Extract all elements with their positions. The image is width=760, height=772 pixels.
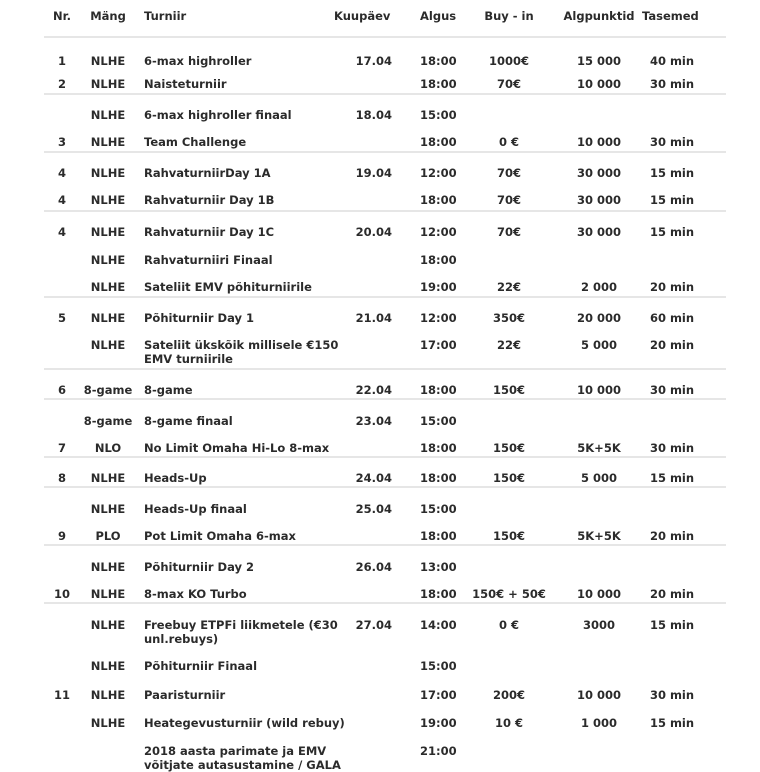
row-game: 8-game [83, 383, 133, 397]
row-levels: 15 min [649, 193, 695, 207]
row-levels: 60 min [649, 311, 695, 325]
table-row [44, 702, 726, 730]
row-game: NLHE [90, 54, 126, 68]
row-game: PLO [95, 529, 121, 543]
row-nr: 9 [57, 529, 66, 543]
row-date: 19.04 [355, 166, 392, 180]
table-row [44, 326, 726, 370]
row-game: NLHE [90, 108, 126, 122]
row-start: 18:00 [420, 383, 457, 397]
row-game: NLHE [90, 502, 126, 516]
row-buyin: 22€ [496, 280, 521, 294]
row-tournament: 8-game [144, 383, 193, 397]
row-tournament: Sateliit ükskõik millisele €150 EMV turniirile [144, 338, 339, 366]
row-chips: 30 000 [576, 166, 621, 180]
row-buyin: 22€ [496, 338, 521, 352]
row-chips: 30 000 [576, 225, 621, 239]
row-date: 18.04 [355, 108, 392, 122]
row-start: 18:00 [420, 587, 457, 601]
row-date: 26.04 [355, 560, 392, 574]
row-start: 17:00 [420, 338, 457, 352]
row-start: 18:00 [420, 135, 457, 149]
row-game: NLHE [90, 560, 126, 574]
row-tournament: Põhiturniir Finaal [144, 659, 258, 673]
row-chips: 15 000 [576, 54, 621, 68]
row-start: 19:00 [420, 716, 457, 730]
header-start: Algus [420, 9, 457, 23]
row-levels: 40 min [649, 54, 695, 68]
table-row [44, 574, 726, 604]
header-levels: Tasemed [642, 9, 699, 23]
row-buyin: 70€ [496, 166, 521, 180]
row-buyin: 70€ [496, 193, 521, 207]
table-row [44, 298, 726, 326]
row-game: NLHE [90, 618, 126, 632]
row-chips: 2 000 [580, 280, 617, 294]
table-row [44, 730, 726, 772]
table-header [44, 0, 726, 38]
row-levels: 30 min [649, 688, 695, 702]
row-start: 15:00 [420, 414, 457, 428]
row-chips: 10 000 [576, 135, 621, 149]
row-game: NLHE [90, 253, 126, 267]
row-chips: 10 000 [576, 688, 621, 702]
row-nr: 2 [57, 77, 66, 91]
table-row [44, 123, 726, 153]
table-row [44, 181, 726, 212]
row-chips: 5 000 [580, 338, 617, 352]
row-start: 15:00 [420, 502, 457, 516]
row-buyin: 150€ [492, 471, 525, 485]
row-tournament: Paaristurniir [144, 688, 226, 702]
row-start: 12:00 [420, 225, 457, 239]
row-tournament: 8-game finaal [144, 414, 233, 428]
row-game: NLHE [90, 338, 126, 352]
row-levels: 15 min [649, 166, 695, 180]
row-tournament: Naisteturniir [144, 77, 227, 91]
table-row [44, 370, 726, 400]
table-row [44, 212, 726, 240]
row-nr: 5 [57, 311, 66, 325]
row-start: 14:00 [420, 618, 457, 632]
header-date: Kuupäev [334, 9, 391, 23]
row-game: NLHE [90, 166, 126, 180]
row-buyin: 350€ [492, 311, 525, 325]
table-row [44, 546, 726, 574]
row-tournament: Heategevusturniir (wild rebuy) [144, 716, 345, 730]
row-game: NLHE [90, 311, 126, 325]
row-game: NLHE [90, 716, 126, 730]
row-levels: 30 min [649, 77, 695, 91]
row-buyin: 0 € [498, 135, 519, 149]
row-levels: 15 min [649, 225, 695, 239]
row-nr: 4 [57, 166, 66, 180]
row-game: NLHE [90, 587, 126, 601]
row-game: NLHE [90, 193, 126, 207]
row-game: NLHE [90, 688, 126, 702]
row-tournament: 2018 aasta parimate ja EMV võitjate autasustamine / GALA [144, 744, 341, 772]
row-date: 21.04 [355, 311, 392, 325]
row-date: 25.04 [355, 502, 392, 516]
row-tournament: Rahvaturniir Day 1B [144, 193, 275, 207]
table-row [44, 604, 726, 646]
table-row [44, 516, 726, 546]
header-chips: Algpunktid [563, 9, 635, 23]
row-date: 22.04 [355, 383, 392, 397]
table-row [44, 153, 726, 181]
row-tournament: 6-max highroller [144, 54, 252, 68]
table-row [44, 400, 726, 428]
row-chips: 20 000 [576, 311, 621, 325]
row-game: NLHE [90, 280, 126, 294]
table-row [44, 674, 726, 702]
row-nr: 4 [57, 193, 66, 207]
row-game: NLHE [90, 471, 126, 485]
row-start: 21:00 [420, 744, 457, 758]
row-levels: 15 min [649, 618, 695, 632]
row-levels: 15 min [649, 471, 695, 485]
row-chips: 3000 [582, 618, 615, 632]
row-tournament: Pot Limit Omaha 6-max [144, 529, 296, 543]
row-game: NLHE [90, 659, 126, 673]
row-chips: 10 000 [576, 77, 621, 91]
row-chips: 1 000 [580, 716, 617, 730]
header-tournament: Turniir [144, 9, 187, 23]
row-nr: 3 [57, 135, 66, 149]
row-start: 18:00 [420, 471, 457, 485]
row-buyin: 70€ [496, 225, 521, 239]
row-start: 18:00 [420, 193, 457, 207]
row-buyin: 150€ [492, 383, 525, 397]
row-game: NLHE [90, 77, 126, 91]
row-chips: 10 000 [576, 383, 621, 397]
row-tournament: Heads-Up [144, 471, 207, 485]
row-tournament: Heads-Up finaal [144, 502, 247, 516]
row-nr: 4 [57, 225, 66, 239]
row-chips: 30 000 [576, 193, 621, 207]
row-buyin: 200€ [492, 688, 525, 702]
row-nr: 8 [57, 471, 66, 485]
row-date: 23.04 [355, 414, 392, 428]
row-tournament: Freebuy ETPFi liikmetele (€30 unl.rebuys) [144, 618, 338, 646]
row-start: 15:00 [420, 108, 457, 122]
table-row [44, 38, 726, 68]
table-row [44, 488, 726, 516]
row-tournament: No Limit Omaha Hi-Lo 8-max [144, 441, 330, 455]
row-levels: 30 min [649, 441, 695, 455]
table-row [44, 65, 726, 95]
row-nr: 10 [53, 587, 70, 601]
row-levels: 30 min [649, 383, 695, 397]
header-buyin: Buy - in [484, 9, 534, 23]
row-levels: 20 min [649, 280, 695, 294]
row-buyin: 10 € [494, 716, 523, 730]
table-row [44, 240, 726, 268]
row-nr: 11 [53, 688, 70, 702]
row-start: 12:00 [420, 166, 457, 180]
row-start: 19:00 [420, 280, 457, 294]
row-date: 24.04 [355, 471, 392, 485]
row-date: 20.04 [355, 225, 392, 239]
row-levels: 15 min [649, 716, 695, 730]
row-levels: 30 min [649, 135, 695, 149]
row-levels: 20 min [649, 338, 695, 352]
row-start: 18:00 [420, 253, 457, 267]
row-tournament: 6-max highroller finaal [144, 108, 292, 122]
row-tournament: Sateliit EMV põhiturniirile [144, 280, 312, 294]
row-tournament: Rahvaturniir Day 1C [144, 225, 275, 239]
row-start: 18:00 [420, 529, 457, 543]
tournament-schedule-table [44, 0, 726, 772]
table-row [44, 268, 726, 298]
row-buyin: 150€ [492, 529, 525, 543]
row-game: NLHE [90, 225, 126, 239]
row-game: NLO [94, 441, 122, 455]
row-buyin: 150€ [492, 441, 525, 455]
row-tournament: RahvaturniirDay 1A [144, 166, 271, 180]
table-row [44, 458, 726, 488]
row-nr: 1 [57, 54, 66, 68]
row-start: 17:00 [420, 688, 457, 702]
row-buyin: 70€ [496, 77, 521, 91]
row-tournament: 8-max KO Turbo [144, 587, 247, 601]
row-start: 13:00 [420, 560, 457, 574]
row-start: 18:00 [420, 441, 457, 455]
row-levels: 20 min [649, 529, 695, 543]
row-date: 27.04 [355, 618, 392, 632]
row-tournament: Põhiturniir Day 2 [144, 560, 255, 574]
row-buyin: 0 € [498, 618, 519, 632]
table-row [44, 95, 726, 123]
row-nr: 6 [57, 383, 66, 397]
row-start: 15:00 [420, 659, 457, 673]
row-chips: 5 000 [580, 471, 617, 485]
row-chips: 5K+5K [577, 529, 621, 543]
row-start: 18:00 [420, 54, 457, 68]
row-game: 8-game [83, 414, 133, 428]
row-chips: 5K+5K [577, 441, 621, 455]
row-nr: 7 [57, 441, 66, 455]
header-nr: Nr. [52, 9, 72, 23]
header-game: Mäng [90, 9, 126, 23]
row-buyin: 1000€ [488, 54, 529, 68]
row-date: 17.04 [355, 54, 392, 68]
table-row [44, 428, 726, 458]
row-buyin: 150€ + 50€ [472, 587, 546, 601]
row-game: NLHE [90, 135, 126, 149]
row-tournament: Rahvaturniiri Finaal [144, 253, 273, 267]
table-row [44, 646, 726, 674]
row-start: 12:00 [420, 311, 457, 325]
row-levels: 20 min [649, 587, 695, 601]
row-tournament: Põhiturniir Day 1 [144, 311, 255, 325]
table-body [44, 38, 726, 772]
row-tournament: Team Challenge [144, 135, 247, 149]
row-chips: 10 000 [576, 587, 621, 601]
row-start: 18:00 [420, 77, 457, 91]
